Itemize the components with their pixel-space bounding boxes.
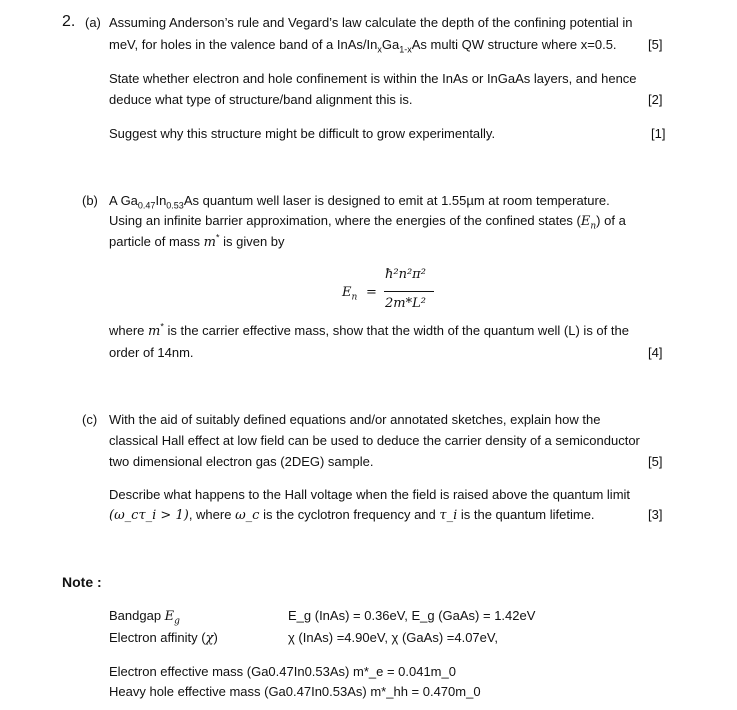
note-affinity-value: χ (InAs) =4.90eV, χ (GaAs) =4.07eV, <box>288 630 498 645</box>
part-a-p2-marks: [2] <box>648 92 663 107</box>
part-c-p2-line1: Describe what happens to the Hall voltage when the field is raised above the quantum limit <box>109 487 631 502</box>
part-a-p2-line1: State whether electron and hole confinement is within the InAs or InGaAs layers, and hence <box>109 71 637 86</box>
part-a-p1-line1: Assuming Anderson’s rule and Vegard’s law calculate the depth of the confining potential in <box>109 15 633 30</box>
part-a-label: (a) <box>85 15 101 30</box>
part-b-marks: [4] <box>648 345 663 360</box>
part-c-p1-line2: classical Hall effect at low field can be used to deduce the carrier density of a semiconductor <box>109 433 640 448</box>
part-a-p1-marks: [5] <box>648 37 663 52</box>
part-c-p2-line2: (ω_cτ_i > 1), where ω_c is the cyclotron frequency and τ_i is the quantum lifetime. <box>109 507 595 523</box>
part-b-line2: Using an infinite barrier approximation, where the energies of the confined states $(E_n)$ of a <box>109 213 626 232</box>
part-c-p1-line1: With the aid of suitably defined equations and/or annotated sketches, explain how the <box>109 412 601 427</box>
note-bandgap-label: Bandgap $E_g$ <box>109 608 180 627</box>
equation-lhs: $E_n$ <box>342 285 358 303</box>
equation-denominator: 2m*L² <box>385 296 426 311</box>
part-b-after-line2: order of 14nm. <box>109 345 194 360</box>
part-b-after-line1: where m* is the carrier effective mass, show that the width of the quantum well (L) is of the <box>109 321 629 339</box>
part-a-p2-line2: deduce what type of structure/band alignment this is. <box>109 92 413 107</box>
part-c-p2-marks: [3] <box>648 507 663 522</box>
part-c-p1-line3: two dimensional electron gas (2DEG) sample. <box>109 454 374 469</box>
note-hole-mass: Heavy hole effective mass (Ga0.47In0.53As) m*_hh = 0.470m_0 <box>109 684 481 699</box>
equation-fraction-bar <box>384 291 434 292</box>
part-b-line1: A $Ga_{0.47}In_{0.53}As$ quantum well laser is designed to emit at 1.55µm at room temperature. <box>109 193 610 211</box>
quantum-limit-condition: (ω_cτ_i > 1) <box>109 508 189 523</box>
part-b-label: (b) <box>82 193 98 208</box>
note-electron-mass: Electron effective mass (Ga0.47In0.53As) m*_e = 0.041m_0 <box>109 664 456 679</box>
part-a-p3-marks: [1] <box>651 126 666 141</box>
part-a-p3-line1: Suggest why this structure might be difficult to grow experimentally. <box>109 126 496 141</box>
equation-equals: = <box>366 285 377 300</box>
part-c-p1-marks: [5] <box>648 454 663 469</box>
equation-numerator: ħ²n²π² <box>385 267 426 282</box>
note-heading: Note : <box>62 574 102 590</box>
note-affinity-label: Electron affinity (χ) <box>109 630 218 646</box>
note-bandgap-value: E_g (InAs) = 0.36eV, E_g (GaAs) = 1.42eV <box>288 608 536 623</box>
part-b-line3: particle of mass m* is given by <box>109 232 285 250</box>
part-c-label: (c) <box>82 412 98 427</box>
question-number: 2. <box>62 13 76 30</box>
part-a-p1-line2: meV, for holes in the valence band of a InAs/$In_xGa_{1-x}As$ multi QW structure where x=0.5. <box>109 37 617 55</box>
